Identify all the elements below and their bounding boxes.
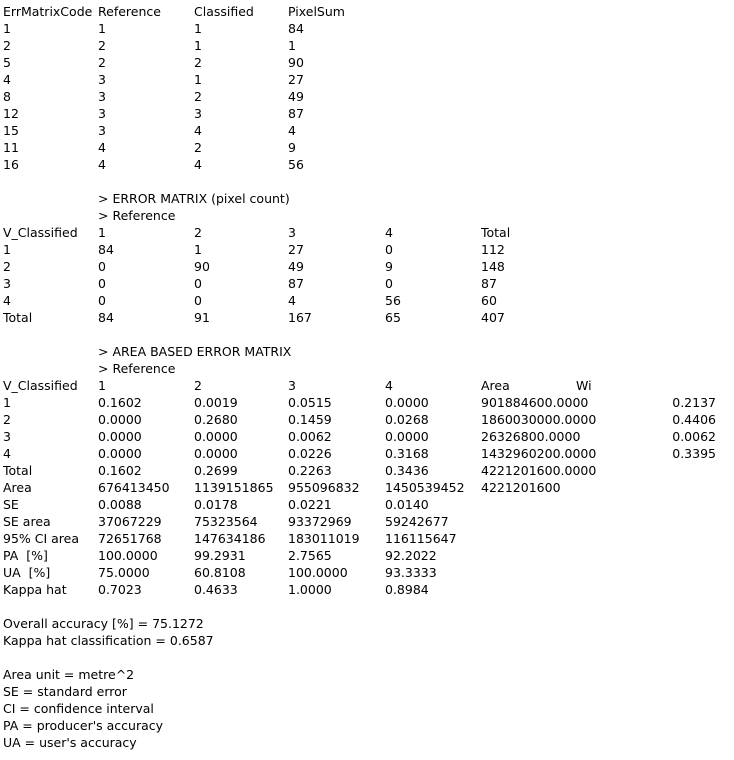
matrix-total-cell: 0.1602: [98, 463, 142, 478]
matrix-total-cell: 91: [194, 310, 210, 325]
legend-line: SE = standard error: [3, 684, 127, 699]
codes-cell: 90: [288, 55, 304, 70]
section-title: > ERROR MATRIX (pixel count): [98, 191, 290, 206]
matrix-cell: 0.0062: [288, 429, 332, 444]
stats-cell: 0.0178: [194, 497, 238, 512]
stats-cell: 60.8108: [194, 565, 246, 580]
stats-cell: 93.3333: [385, 565, 437, 580]
matrix-cell: 0: [194, 276, 202, 291]
matrix-cell: 0.0000: [385, 429, 429, 444]
section-title: > AREA BASED ERROR MATRIX: [98, 344, 292, 359]
stats-cell: 1139151865: [194, 480, 274, 495]
codes-cell: 2: [3, 38, 11, 53]
stats-cell: 95% CI area: [3, 531, 80, 546]
codes-header: PixelSum: [288, 4, 345, 19]
matrix-header: Total: [481, 225, 511, 240]
matrix-total-cell: Total: [3, 310, 33, 325]
matrix-cell: 1432960200.0000: [481, 446, 597, 461]
stats-cell: 676413450: [98, 480, 170, 495]
matrix-cell: 0.1459: [288, 412, 332, 427]
matrix-cell: 56: [385, 293, 401, 308]
matrix-cell: 49: [288, 259, 304, 274]
codes-cell: 4: [98, 157, 106, 172]
matrix-header: V_Classified: [3, 225, 78, 240]
stats-cell: Kappa hat: [3, 582, 67, 597]
codes-cell: 1: [3, 21, 11, 36]
stats-cell: 93372969: [288, 514, 352, 529]
codes-cell: 9: [288, 140, 296, 155]
codes-cell: 2: [194, 55, 202, 70]
section-subtitle: > Reference: [98, 208, 176, 223]
codes-cell: 3: [98, 123, 106, 138]
stats-cell: 116115647: [385, 531, 457, 546]
matrix-header: Wi: [576, 378, 592, 393]
matrix-cell: 0: [385, 242, 393, 257]
stats-cell: 75323564: [194, 514, 258, 529]
matrix-cell: 1: [3, 242, 11, 257]
codes-cell: 3: [98, 106, 106, 121]
matrix-cell: 0.0268: [385, 412, 429, 427]
matrix-cell: 0: [98, 276, 106, 291]
stats-cell: 0.0140: [385, 497, 429, 512]
codes-cell: 1: [98, 21, 106, 36]
matrix-cell: 3: [3, 276, 11, 291]
codes-cell: 87: [288, 106, 304, 121]
stats-cell: UA [%]: [3, 565, 51, 580]
kappa-hat-classification: Kappa hat classification = 0.6587: [3, 633, 214, 648]
codes-cell: 15: [3, 123, 19, 138]
matrix-header: 2: [194, 225, 202, 240]
matrix-cell: 0.0000: [98, 429, 142, 444]
matrix-total-cell: Total: [3, 463, 33, 478]
matrix-cell: 0.3168: [385, 446, 429, 461]
matrix-header: V_Classified: [3, 378, 78, 393]
matrix-total-cell: 167: [288, 310, 312, 325]
matrix-cell: 2: [3, 412, 11, 427]
matrix-cell: 0.0226: [288, 446, 332, 461]
stats-cell: 100.0000: [98, 548, 158, 563]
matrix-cell: 27: [288, 242, 304, 257]
codes-cell: 8: [3, 89, 11, 104]
matrix-cell: 1860030000.0000: [481, 412, 597, 427]
codes-header: Reference: [98, 4, 161, 19]
stats-cell: 1.0000: [288, 582, 332, 597]
overall-accuracy: Overall accuracy [%] = 75.1272: [3, 616, 204, 631]
stats-cell: 99.2931: [194, 548, 246, 563]
codes-cell: 84: [288, 21, 304, 36]
matrix-total-cell: 65: [385, 310, 401, 325]
stats-cell: 100.0000: [288, 565, 348, 580]
codes-cell: 2: [194, 89, 202, 104]
matrix-cell: 0.1602: [98, 395, 142, 410]
matrix-cell: 0: [385, 276, 393, 291]
codes-cell: 2: [98, 38, 106, 53]
matrix-header: Area: [481, 378, 510, 393]
codes-cell: 12: [3, 106, 19, 121]
matrix-cell: 87: [481, 276, 497, 291]
stats-cell: 75.0000: [98, 565, 150, 580]
stats-cell: 72651768: [98, 531, 162, 546]
stats-cell: 183011019: [288, 531, 360, 546]
matrix-cell: 0.0000: [194, 446, 238, 461]
codes-cell: 56: [288, 157, 304, 172]
codes-cell: 1: [194, 21, 202, 36]
codes-cell: 49: [288, 89, 304, 104]
stats-cell: 147634186: [194, 531, 266, 546]
stats-cell: 0.0221: [288, 497, 332, 512]
matrix-cell: 26326800.0000: [481, 429, 581, 444]
codes-header: ErrMatrixCode: [3, 4, 93, 19]
matrix-total-cell: 84: [98, 310, 114, 325]
matrix-cell: 3: [3, 429, 11, 444]
matrix-cell: 0: [98, 259, 106, 274]
codes-cell: 3: [194, 106, 202, 121]
codes-cell: 11: [3, 140, 19, 155]
stats-cell: PA [%]: [3, 548, 48, 563]
matrix-cell: 4: [288, 293, 296, 308]
codes-cell: 4: [194, 123, 202, 138]
matrix-cell: 84: [98, 242, 114, 257]
stats-cell: Area: [3, 480, 32, 495]
stats-cell: 37067229: [98, 514, 162, 529]
codes-cell: 1: [194, 38, 202, 53]
codes-cell: 4: [288, 123, 296, 138]
stats-cell: 4221201600: [481, 480, 561, 495]
codes-cell: 2: [98, 55, 106, 70]
legend-line: Area unit = metre^2: [3, 667, 135, 682]
stats-cell: 0.4633: [194, 582, 238, 597]
matrix-cell: 60: [481, 293, 497, 308]
matrix-cell: 0.0000: [98, 412, 142, 427]
matrix-total-cell: 0.2263: [288, 463, 332, 478]
matrix-total-cell: 407: [481, 310, 505, 325]
matrix-header: 4: [385, 225, 393, 240]
stats-cell: 0.8984: [385, 582, 429, 597]
codes-cell: 1: [288, 38, 296, 53]
matrix-header: 2: [194, 378, 202, 393]
codes-cell: 1: [194, 72, 202, 87]
matrix-cell: 90: [194, 259, 210, 274]
stats-cell: 59242677: [385, 514, 449, 529]
matrix-cell: 0.4406: [672, 412, 716, 427]
codes-cell: 3: [98, 89, 106, 104]
matrix-cell: 0: [194, 293, 202, 308]
legend-line: PA = producer's accuracy: [3, 718, 164, 733]
legend-line: CI = confidence interval: [3, 701, 154, 716]
matrix-cell: 1: [194, 242, 202, 257]
matrix-cell: 0.0000: [385, 395, 429, 410]
matrix-total-cell: 0.2699: [194, 463, 238, 478]
matrix-header: 4: [385, 378, 393, 393]
matrix-cell: 87: [288, 276, 304, 291]
matrix-cell: 0.0062: [672, 429, 716, 444]
matrix-cell: 0: [98, 293, 106, 308]
stats-cell: 1450539452: [385, 480, 465, 495]
matrix-cell: 0.3395: [672, 446, 716, 461]
codes-cell: 4: [194, 157, 202, 172]
matrix-cell: 901884600.0000: [481, 395, 589, 410]
matrix-cell: 9: [385, 259, 393, 274]
codes-cell: 5: [3, 55, 11, 70]
matrix-cell: 112: [481, 242, 505, 257]
matrix-header: 3: [288, 225, 296, 240]
codes-header: Classified: [194, 4, 254, 19]
stats-cell: SE: [3, 497, 19, 512]
matrix-cell: 2: [3, 259, 11, 274]
matrix-total-cell: 4221201600.0000: [481, 463, 597, 478]
codes-cell: 3: [98, 72, 106, 87]
matrix-cell: 0.0515: [288, 395, 332, 410]
codes-cell: 27: [288, 72, 304, 87]
stats-cell: 0.7023: [98, 582, 142, 597]
matrix-cell: 4: [3, 446, 11, 461]
matrix-cell: 148: [481, 259, 505, 274]
matrix-cell: 4: [3, 293, 11, 308]
codes-cell: 2: [194, 140, 202, 155]
stats-cell: 92.2022: [385, 548, 437, 563]
legend-line: UA = user's accuracy: [3, 735, 137, 750]
stats-cell: 2.7565: [288, 548, 332, 563]
matrix-cell: 0.2680: [194, 412, 238, 427]
codes-cell: 4: [3, 72, 11, 87]
matrix-cell: 0.0000: [194, 429, 238, 444]
matrix-header: 1: [98, 378, 106, 393]
stats-cell: SE area: [3, 514, 51, 529]
codes-cell: 4: [98, 140, 106, 155]
matrix-header: 1: [98, 225, 106, 240]
matrix-cell: 0.0019: [194, 395, 238, 410]
matrix-cell: 0.0000: [98, 446, 142, 461]
matrix-total-cell: 0.3436: [385, 463, 429, 478]
stats-cell: 0.0088: [98, 497, 142, 512]
section-subtitle: > Reference: [98, 361, 176, 376]
matrix-header: 3: [288, 378, 296, 393]
matrix-cell: 1: [3, 395, 11, 410]
stats-cell: 955096832: [288, 480, 360, 495]
codes-cell: 16: [3, 157, 19, 172]
matrix-cell: 0.2137: [672, 395, 716, 410]
